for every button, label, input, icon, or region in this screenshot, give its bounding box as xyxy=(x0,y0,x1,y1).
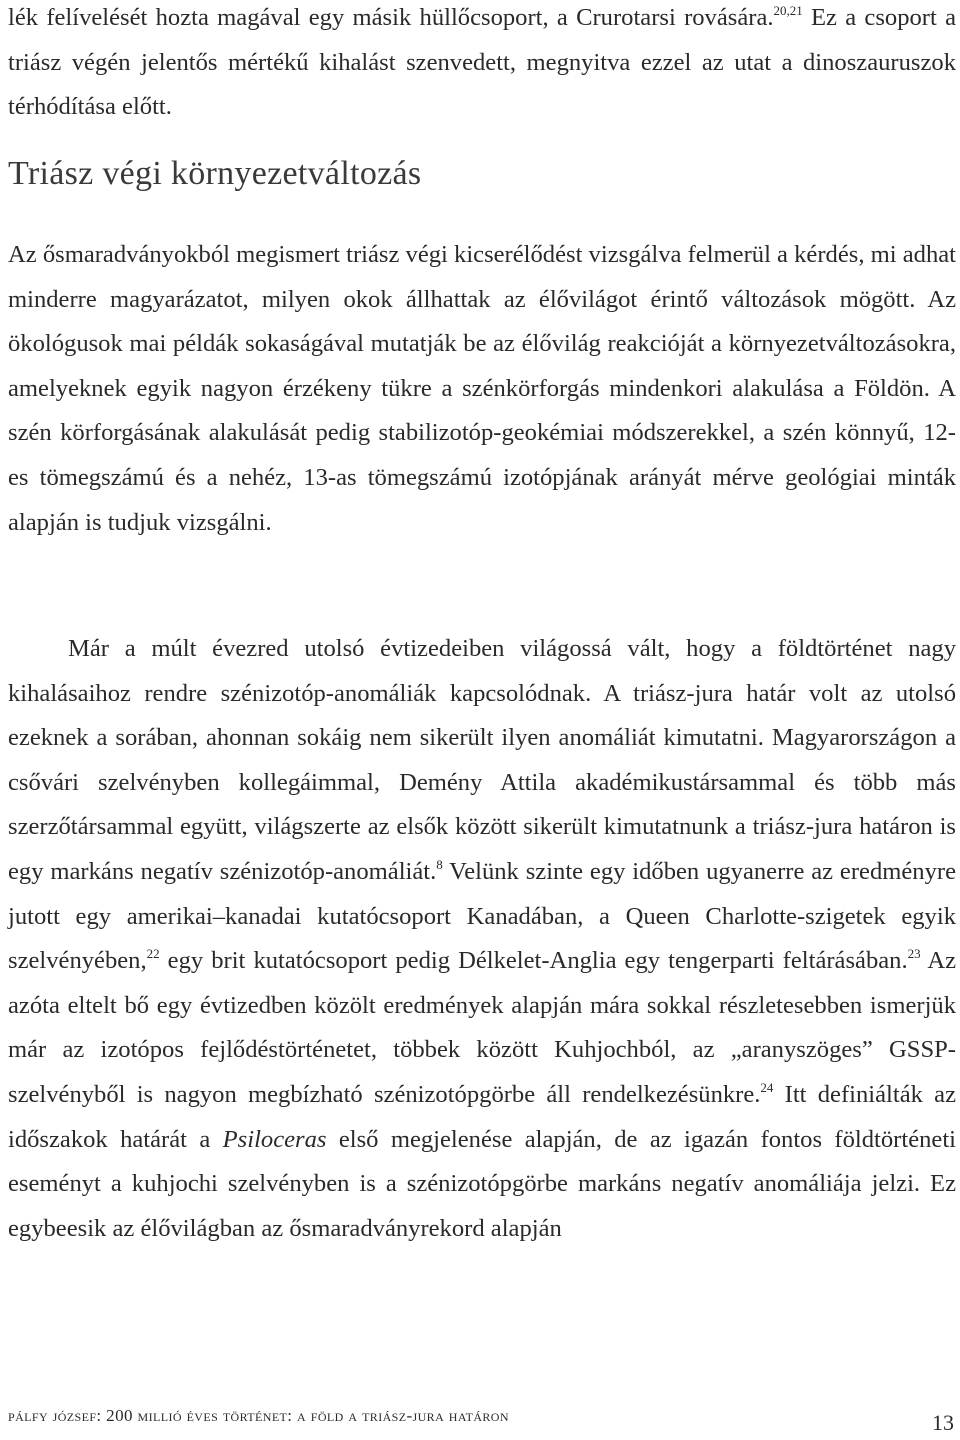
footnote-ref: 22 xyxy=(146,946,160,962)
footnote-ref: 8 xyxy=(436,856,443,872)
paragraph-text: első megjelenése alapján, de az igazán fontos földtörténeti eseményt a kuhjochi szelvényben is a szénizotópgörbe markáns negatív anomáliája jelzi. Ez egybeesik az élővilágban az ősmaradványrekord alapján xyxy=(8,1125,956,1242)
paragraph-continued-text-2: Ez a csoport a triász végén jelentős mértékű kihalást szenvedett, megnyitva ezzel az utat a dinoszauruszok térhódítása előtt. xyxy=(8,4,957,121)
paragraph-text: egy brit kutatócsoport pedig Délkelet-Anglia egy tengerparti feltárásában. xyxy=(159,947,908,975)
section-heading: Triász végi környezetváltozás xyxy=(8,155,422,192)
genus-name: Psiloceras xyxy=(222,1125,327,1153)
paragraph-continued xyxy=(8,0,956,130)
paragraph xyxy=(8,627,956,1251)
paragraph-text: Az azóta eltelt bő egy évtizedben közölt eredmények alapján mára sokkal részletesebben ismerjük már az izotópos fejlődéstörténetet, többek között Kuhjochból, az „aranyszöges” GSSP-szelvényből is nagyon megbízható szénizotópgörbe áll rendelkezésünkre. xyxy=(8,947,956,1108)
paragraph-text: Már a múlt évezred utolsó évtizedeiben világossá vált, hogy a földtörténet nagy kihalásaihoz rendre szénizotóp-anomáliák kapcsolódnak. A triász-jura határ volt az utolsó ezeknek a sorában, ahonnan sokáig nem sikerült ilyen anomáliát kimutatni. Magyarországon a csővári szelvényben kollegáimmal, Demény Attila akadémikustársammal és több más szerzőtársammal együtt, világszerte az elsők között sikerült kimutatnunk a triász-jura határon is egy markáns negatív szénizotóp-anomáliát. xyxy=(8,635,956,885)
page-number: 13 xyxy=(932,1410,954,1435)
paragraph-continued-text: lék felívelését hozta magával egy másik hüllőcsoport, a Crurotarsi rovására. xyxy=(8,4,774,31)
footnote-ref: 23 xyxy=(907,946,921,962)
paragraph-text: Velünk szinte egy időben ugyanerre az eredményre jutott egy amerikai–kanadai kutatócsoport Kanadában, a Queen Charlotte-szigetek egyik szelvényében, xyxy=(8,857,956,975)
page-footer xyxy=(8,1402,956,1434)
running-title: pálfy józsef: 200 millió éves történet: a föld a triász-jura határon xyxy=(8,1406,509,1425)
footnote-ref: 20,21 xyxy=(773,3,803,18)
paragraph: Az ősmaradványokból megismert triász végi kicserélődést vizsgálva felmerül a kérdés, mi adhat minderre magyarázatot, milyen okok állhattak az élővilágot érintő változások mögött. Az ökológusok mai példák sokaságával mutatják be az élővilág reakcióját a környezetváltozásokra, amelyeknek egyik nagyon érzékeny tükre a szénkörforgás mindenkori alakulása a Földön. A szén körforgásának alakulását pedig stabilizotóp-geokémiai módszerekkel, a szén könnyű, 12-es tömegszámú és a nehéz, 13-as tömegszámú izotópjának arányát mérve geológiai minták alapján is tudjuk vizsgálni. xyxy=(8,241,956,536)
paragraph-text: Itt definiálták az időszakok határát a xyxy=(8,1080,956,1153)
footnote-ref: 24 xyxy=(760,1079,774,1095)
